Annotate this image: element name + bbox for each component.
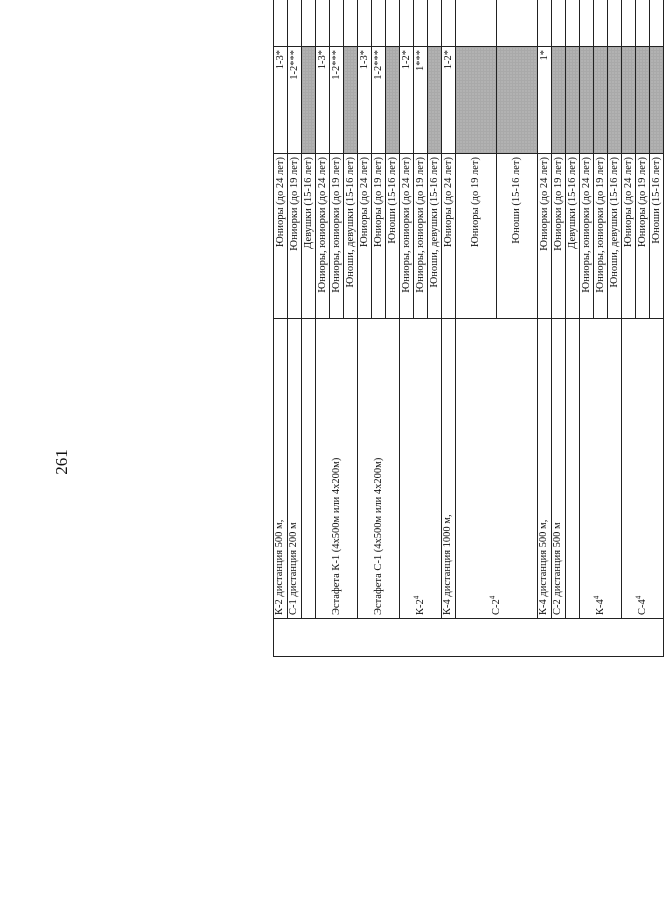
rank-cell-shaded [635, 46, 649, 153]
discipline-label: К-4 [594, 598, 606, 615]
norm-cell [607, 0, 621, 46]
age-group-cell: Юниоры (до 19 лет) [455, 153, 496, 318]
rank-cell-shaded [579, 46, 593, 153]
footnote-mark: 4 [487, 595, 496, 599]
age-group-cell: Юноши (15-16 лет) [385, 153, 399, 318]
discipline-label: С-2 [490, 598, 502, 615]
footnote-mark: 4 [591, 595, 600, 599]
rank-cell: 1-2*** [329, 46, 343, 153]
rank-cell-shaded [551, 46, 565, 153]
ranking-table [273, 0, 664, 657]
discipline-cell [565, 318, 579, 618]
norm-cell [371, 0, 385, 46]
discipline-cell [621, 318, 663, 618]
norm-cell [649, 0, 663, 46]
age-group-cell: Юниоры (до 19 лет) [371, 153, 385, 318]
age-group-cell: Юниорки (до 19 лет) [287, 153, 301, 318]
norm-cell [357, 0, 371, 46]
rank-cell: 1-2*** [371, 46, 385, 153]
discipline-cell: С-2 дистанция 500 м [551, 318, 565, 618]
age-group-cell: Юниоры, юниорки (до 24 лет) [315, 153, 329, 318]
rank-cell-shaded [496, 46, 537, 153]
rank-cell: 1-2*** [287, 46, 301, 153]
age-group-cell: Юниоры, юниорки (до 19 лет) [329, 153, 343, 318]
norm-cell [343, 0, 357, 46]
rank-cell-shaded [593, 46, 607, 153]
norm-cell [455, 0, 496, 46]
discipline-cell: С-1 дистанция 200 м [287, 318, 301, 618]
rank-cell: 1-2* [399, 46, 413, 153]
norm-cell [315, 0, 329, 46]
norm-cell [565, 0, 579, 46]
rank-cell-shaded [649, 46, 663, 153]
norm-cell [413, 0, 427, 46]
rank-cell: 1-3* [315, 46, 329, 153]
rank-cell-shaded [301, 46, 315, 153]
norm-cell [579, 0, 593, 46]
norm-cell [301, 0, 315, 46]
age-group-cell: Юниоры (до 24 лет) [621, 153, 635, 318]
norm-cell [496, 0, 537, 46]
age-group-cell: Юноши, девушки (15-16 лет) [607, 153, 621, 318]
age-group-cell: Девушки (15-16 лет) [301, 153, 315, 318]
age-group-cell: Юниоры, юниорки (до 24 лет) [399, 153, 413, 318]
discipline-cell [579, 318, 621, 618]
age-group-cell: Юниорки (до 19 лет) [551, 153, 565, 318]
norm-cell [441, 0, 455, 46]
rank-cell: 1-3* [357, 46, 371, 153]
age-group-cell: Юноши, девушки (15-16 лет) [343, 153, 357, 318]
discipline-cell [455, 318, 537, 618]
rank-cell-shaded [455, 46, 496, 153]
discipline-cell [399, 318, 441, 618]
age-group-cell: Юниоры, юниорки (до 19 лет) [593, 153, 607, 318]
rank-cell: 1* [537, 46, 551, 153]
rank-cell-shaded [343, 46, 357, 153]
discipline-cell: К-4 дистанция 500 м, [537, 318, 551, 618]
norm-cell [593, 0, 607, 46]
discipline-label: К-2 [414, 598, 426, 615]
rank-cell-shaded [565, 46, 579, 153]
age-group-cell: Юноши (15-16 лет) [649, 153, 663, 318]
rotated-table-wrapper [273, 0, 662, 657]
discipline-cell: К-2 дистанция 500 м, [273, 318, 287, 618]
age-group-cell: Девушки (15-16 лет) [565, 153, 579, 318]
norm-cell [537, 0, 551, 46]
left-empty-column [273, 618, 663, 656]
rank-cell: 1*** [413, 46, 427, 153]
rank-cell: 1-2* [441, 46, 455, 153]
age-group-cell: Юниорки (до 24 лет) [537, 153, 551, 318]
discipline-cell: Эстафета С-1 (4х500м или 4х200м) [357, 318, 399, 618]
discipline-cell [301, 318, 315, 618]
rank-cell-shaded [427, 46, 441, 153]
norm-cell [273, 0, 287, 46]
norm-cell [329, 0, 343, 46]
age-group-cell: Юниоры (до 24 лет) [357, 153, 371, 318]
rank-cell-shaded [607, 46, 621, 153]
norm-cell [385, 0, 399, 46]
footnote-mark: 4 [411, 595, 420, 599]
age-group-cell: Юноши, девушки (15-16 лет) [427, 153, 441, 318]
age-group-cell: Юниоры, юниорки (до 24 лет) [579, 153, 593, 318]
rank-cell: 1-3* [273, 46, 287, 153]
norm-cell [287, 0, 301, 46]
norm-cell [551, 0, 565, 46]
footnote-mark: 4 [633, 595, 642, 599]
norm-cell [621, 0, 635, 46]
discipline-cell: Эстафета К-1 (4х500м или 4х200м) [315, 318, 357, 618]
age-group-cell: Юниоры (до 19 лет) [635, 153, 649, 318]
discipline-cell: К-4 дистанция 1000 м, [441, 318, 455, 618]
norm-cell [399, 0, 413, 46]
discipline-label: С-4 [636, 598, 648, 615]
page-number: 261 [52, 449, 71, 475]
norm-cell [427, 0, 441, 46]
age-group-cell: Юноши (15-16 лет) [496, 153, 537, 318]
age-group-cell: Юниоры (до 24 лет) [273, 153, 287, 318]
rank-cell-shaded [621, 46, 635, 153]
age-group-cell: Юниоры (до 24 лет) [441, 153, 455, 318]
norm-cell [635, 0, 649, 46]
age-group-cell: Юниоры, юниорки (до 19 лет) [413, 153, 427, 318]
rank-cell-shaded [385, 46, 399, 153]
